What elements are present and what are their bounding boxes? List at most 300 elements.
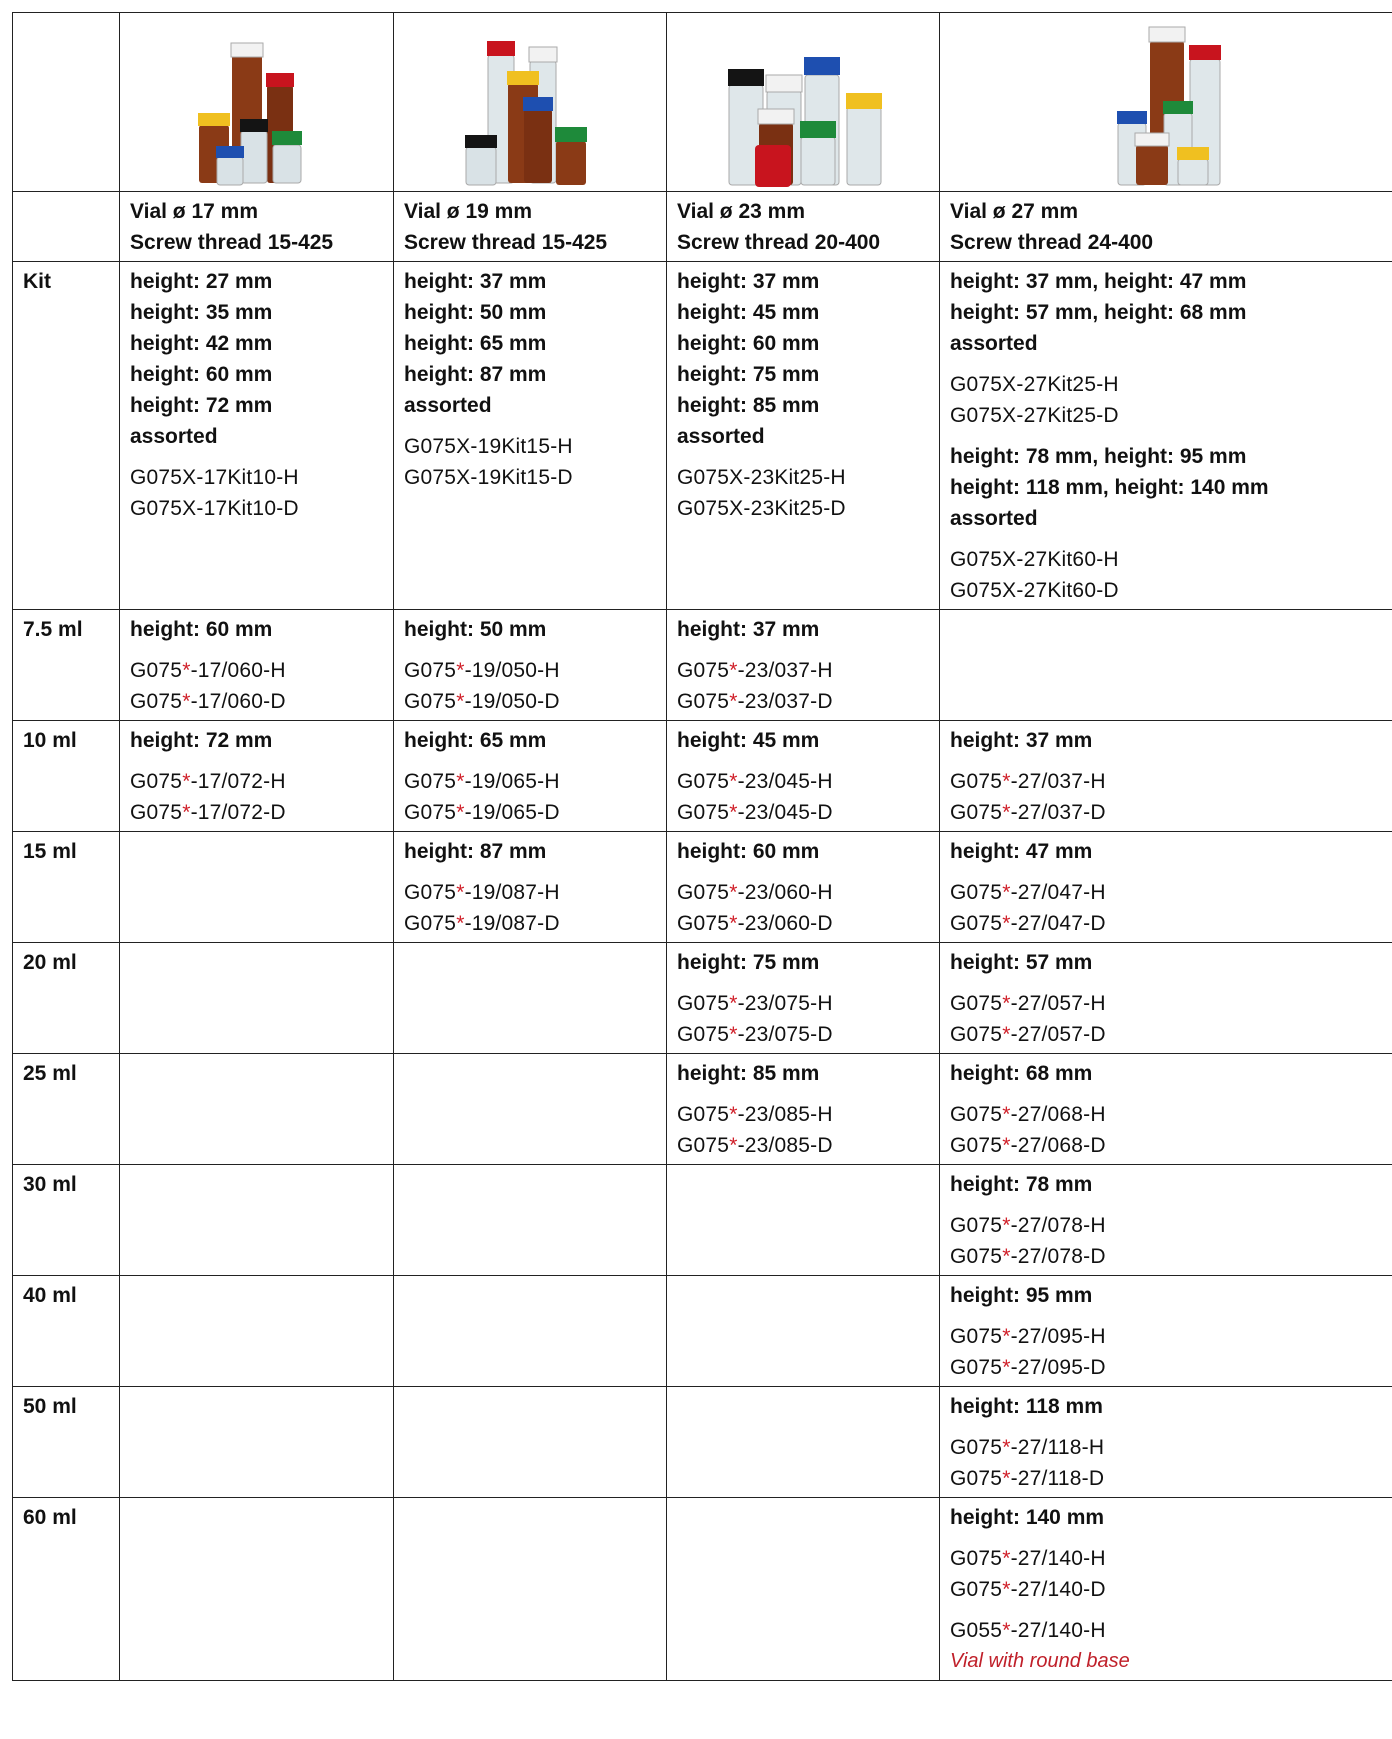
product-cell xyxy=(394,1054,667,1165)
code-prefix: G055 xyxy=(950,1619,1003,1642)
variant-asterisk: * xyxy=(729,1134,738,1157)
height-spec: height: 87 mm xyxy=(404,363,547,386)
spec-header-19mm xyxy=(394,192,667,262)
height-spec: assorted xyxy=(677,425,765,448)
variant-asterisk: * xyxy=(456,912,465,935)
height-spec: height: 75 mm xyxy=(677,363,820,386)
spacer xyxy=(404,645,658,655)
code-prefix: G075X-27Kit25-D xyxy=(950,404,1119,427)
vial-catalog-table xyxy=(12,12,1392,1681)
code-prefix: G075 xyxy=(677,801,730,824)
vials-photo-23mm xyxy=(713,13,893,191)
code-prefix: G075X-23Kit25-H xyxy=(677,466,846,489)
code-prefix: G075 xyxy=(130,690,183,713)
table-row xyxy=(13,1165,1392,1276)
order-code xyxy=(950,766,1384,797)
table-row xyxy=(13,262,1392,610)
vial-diameter: Vial ø 17 mm xyxy=(130,200,259,223)
variant-asterisk: * xyxy=(1002,1134,1011,1157)
code-prefix: G075X-17Kit10-H xyxy=(130,466,299,489)
product-cell xyxy=(394,943,667,1054)
product-cell xyxy=(667,832,940,943)
code-suffix: -27/095-H xyxy=(1010,1325,1106,1348)
code-suffix: -27/118-H xyxy=(1010,1436,1105,1459)
product-cell xyxy=(394,1498,667,1681)
table-row xyxy=(13,943,1392,1054)
table-row xyxy=(13,721,1392,832)
spacer xyxy=(677,756,931,766)
height-spec: height: 35 mm xyxy=(130,301,273,324)
order-code xyxy=(130,655,385,686)
height-spec: height: 95 mm xyxy=(950,1284,1093,1307)
capacity-label: 10 ml xyxy=(13,721,120,832)
code-prefix: G075 xyxy=(677,1023,730,1046)
code-suffix: -19/050-D xyxy=(464,690,560,713)
order-code xyxy=(950,1130,1384,1161)
order-code xyxy=(404,462,658,493)
order-code xyxy=(677,1099,931,1130)
code-suffix: -27/078-H xyxy=(1010,1214,1106,1237)
height-spec: height: 47 mm xyxy=(950,840,1093,863)
order-code xyxy=(950,1241,1384,1272)
code-prefix: G075 xyxy=(950,881,1003,904)
order-code xyxy=(404,908,658,939)
table-row xyxy=(13,610,1392,721)
order-code xyxy=(130,797,385,828)
code-suffix: -27/037-H xyxy=(1010,770,1106,793)
variant-asterisk: * xyxy=(729,881,738,904)
code-suffix: -27/140-H xyxy=(1010,1547,1106,1570)
code-suffix: -23/037-D xyxy=(737,690,833,713)
code-suffix: -23/060-D xyxy=(737,912,833,935)
vials-image-19mm xyxy=(394,13,667,192)
height-spec: height: 37 mm xyxy=(677,270,820,293)
product-cell xyxy=(120,1054,394,1165)
variant-asterisk: * xyxy=(1002,1436,1011,1459)
vial-diameter: Vial ø 27 mm xyxy=(950,200,1079,223)
height-spec: height: 72 mm xyxy=(130,729,273,752)
spacer xyxy=(677,645,931,655)
height-spec: height: 87 mm xyxy=(404,840,547,863)
height-spec: height: 78 mm xyxy=(950,1173,1093,1196)
code-suffix: -17/060-D xyxy=(190,690,286,713)
vials-photo-17mm xyxy=(177,13,337,191)
code-suffix: -27/068-D xyxy=(1010,1134,1106,1157)
height-spec: height: 140 mm xyxy=(950,1506,1105,1529)
height-spec: height: 60 mm xyxy=(130,618,273,641)
code-suffix: -23/037-H xyxy=(737,659,833,682)
code-suffix: -23/045-D xyxy=(737,801,833,824)
product-cell xyxy=(940,262,1392,610)
screw-thread: Screw thread 15-425 xyxy=(404,231,608,254)
height-spec: height: 85 mm xyxy=(677,394,820,417)
product-cell xyxy=(394,721,667,832)
order-code xyxy=(950,1432,1384,1463)
height-spec: height: 37 mm, height: 47 mm xyxy=(950,270,1247,293)
code-suffix: -27/057-D xyxy=(1010,1023,1106,1046)
variant-asterisk: * xyxy=(729,992,738,1015)
code-suffix: -27/140-H xyxy=(1010,1619,1106,1642)
variant-asterisk: * xyxy=(456,659,465,682)
height-spec: height: 42 mm xyxy=(130,332,273,355)
product-cell xyxy=(940,721,1392,832)
product-cell xyxy=(394,1387,667,1498)
capacity-label: 25 ml xyxy=(13,1054,120,1165)
spacer xyxy=(950,1605,1384,1615)
product-cell xyxy=(120,943,394,1054)
order-code xyxy=(677,493,931,524)
product-cell xyxy=(394,610,667,721)
code-prefix: G075 xyxy=(950,1103,1003,1126)
spacer xyxy=(950,867,1384,877)
height-spec: height: 65 mm xyxy=(404,729,547,752)
height-spec: assorted xyxy=(950,332,1038,355)
height-spec: height: 45 mm xyxy=(677,729,820,752)
code-prefix: G075 xyxy=(950,1134,1003,1157)
order-code xyxy=(950,544,1384,575)
order-code xyxy=(404,686,658,717)
order-code xyxy=(404,877,658,908)
product-cell xyxy=(394,262,667,610)
variant-asterisk: * xyxy=(456,690,465,713)
order-code xyxy=(677,1019,931,1050)
variant-asterisk: * xyxy=(1002,1214,1011,1237)
table-row xyxy=(13,1387,1392,1498)
note-text: Vial with round base xyxy=(950,1650,1130,1672)
product-cell xyxy=(667,610,940,721)
order-code xyxy=(950,988,1384,1019)
order-code xyxy=(950,1574,1384,1605)
code-prefix: G075 xyxy=(950,1325,1003,1348)
variant-asterisk: * xyxy=(1002,1356,1011,1379)
screw-thread: Screw thread 20-400 xyxy=(677,231,881,254)
order-code xyxy=(404,766,658,797)
capacity-label: Kit xyxy=(13,262,120,610)
product-cell xyxy=(940,610,1392,721)
order-code xyxy=(130,766,385,797)
order-code xyxy=(950,575,1384,606)
code-prefix: G075 xyxy=(677,1103,730,1126)
variant-asterisk: * xyxy=(729,801,738,824)
product-cell xyxy=(940,943,1392,1054)
code-prefix: G075 xyxy=(950,801,1003,824)
spacer xyxy=(677,867,931,877)
code-suffix: -17/072-H xyxy=(190,770,286,793)
product-cell xyxy=(667,943,940,1054)
code-prefix: G075 xyxy=(950,1245,1003,1268)
product-cell xyxy=(667,721,940,832)
product-cell xyxy=(940,1498,1392,1681)
product-cell xyxy=(394,832,667,943)
code-prefix: G075 xyxy=(404,770,457,793)
code-suffix: -27/047-H xyxy=(1010,881,1106,904)
vials-photo-27mm xyxy=(1066,13,1266,191)
code-prefix: G075 xyxy=(130,801,183,824)
code-suffix: -27/047-D xyxy=(1010,912,1106,935)
code-suffix: -19/087-D xyxy=(464,912,560,935)
spacer xyxy=(950,1089,1384,1099)
spacer xyxy=(950,1311,1384,1321)
code-suffix: -19/050-H xyxy=(464,659,560,682)
code-prefix: G075X-27Kit60-D xyxy=(950,579,1119,602)
screw-thread: Screw thread 24-400 xyxy=(950,231,1154,254)
product-cell xyxy=(394,1165,667,1276)
product-cell xyxy=(667,1165,940,1276)
code-suffix: -23/045-H xyxy=(737,770,833,793)
code-suffix: -19/087-H xyxy=(464,881,560,904)
vials-image-17mm xyxy=(120,13,394,192)
code-suffix: -27/140-D xyxy=(1010,1578,1106,1601)
height-spec: assorted xyxy=(130,425,218,448)
product-cell xyxy=(120,1498,394,1681)
height-spec: height: 50 mm xyxy=(404,301,547,324)
code-prefix: G075 xyxy=(950,1467,1003,1490)
code-suffix: -19/065-D xyxy=(464,801,560,824)
code-prefix: G075 xyxy=(404,912,457,935)
order-code xyxy=(950,908,1384,939)
height-spec: height: 60 mm xyxy=(677,840,820,863)
code-prefix: G075 xyxy=(950,1214,1003,1237)
table-row xyxy=(13,832,1392,943)
height-spec: height: 75 mm xyxy=(677,951,820,974)
product-cell xyxy=(667,1054,940,1165)
height-spec: height: 118 mm xyxy=(950,1395,1103,1418)
variant-asterisk: * xyxy=(729,659,738,682)
order-code xyxy=(404,797,658,828)
table-row xyxy=(13,1054,1392,1165)
capacity-label: 40 ml xyxy=(13,1276,120,1387)
order-code xyxy=(950,1463,1384,1494)
variant-asterisk: * xyxy=(456,770,465,793)
code-prefix: G075 xyxy=(677,912,730,935)
code-prefix: G075 xyxy=(404,659,457,682)
code-prefix: G075 xyxy=(404,690,457,713)
variant-asterisk: * xyxy=(1002,1023,1011,1046)
order-code xyxy=(404,431,658,462)
variant-asterisk: * xyxy=(182,770,191,793)
height-spec: height: 68 mm xyxy=(950,1062,1093,1085)
order-code xyxy=(677,766,931,797)
product-cell xyxy=(120,262,394,610)
order-code xyxy=(950,877,1384,908)
code-prefix: G075 xyxy=(677,881,730,904)
height-spec: height: 57 mm xyxy=(950,951,1093,974)
product-cell xyxy=(940,1276,1392,1387)
variant-asterisk: * xyxy=(1002,1547,1011,1570)
table-row xyxy=(13,1498,1392,1681)
variant-asterisk: * xyxy=(729,912,738,935)
spec-header-row xyxy=(13,192,1392,262)
spacer xyxy=(130,756,385,766)
code-prefix: G075 xyxy=(950,1023,1003,1046)
vials-image-23mm xyxy=(667,13,940,192)
height-spec: assorted xyxy=(950,507,1038,530)
height-spec: height: 85 mm xyxy=(677,1062,820,1085)
order-code xyxy=(677,877,931,908)
spacer xyxy=(950,534,1384,544)
variant-asterisk: * xyxy=(456,801,465,824)
product-cell xyxy=(120,832,394,943)
variant-asterisk: * xyxy=(1002,1578,1011,1601)
code-prefix: G075 xyxy=(950,1356,1003,1379)
vial-diameter: Vial ø 19 mm xyxy=(404,200,533,223)
height-spec: height: 37 mm xyxy=(404,270,547,293)
code-prefix: G075 xyxy=(404,801,457,824)
product-cell xyxy=(394,1276,667,1387)
order-code xyxy=(677,1130,931,1161)
spacer xyxy=(404,867,658,877)
code-prefix: G075 xyxy=(950,992,1003,1015)
spec-header-23mm xyxy=(667,192,940,262)
order-code xyxy=(677,988,931,1019)
code-prefix: G075 xyxy=(677,992,730,1015)
vials-image-27mm xyxy=(940,13,1392,192)
spacer xyxy=(950,756,1384,766)
vial-diameter: Vial ø 23 mm xyxy=(677,200,806,223)
height-spec: height: 27 mm xyxy=(130,270,273,293)
variant-asterisk: * xyxy=(1002,1325,1011,1348)
order-code xyxy=(677,797,931,828)
spacer xyxy=(130,645,385,655)
code-suffix: -23/075-D xyxy=(737,1023,833,1046)
capacity-label: 30 ml xyxy=(13,1165,120,1276)
code-suffix: -27/068-H xyxy=(1010,1103,1106,1126)
product-cell xyxy=(940,832,1392,943)
height-spec: height: 72 mm xyxy=(130,394,273,417)
height-spec: height: 118 mm, height: 140 mm xyxy=(950,476,1269,499)
product-cell xyxy=(120,721,394,832)
order-code xyxy=(950,1321,1384,1352)
capacity-label: 15 ml xyxy=(13,832,120,943)
code-suffix: -19/065-H xyxy=(464,770,560,793)
code-prefix: G075 xyxy=(950,1436,1003,1459)
spacer xyxy=(677,978,931,988)
code-prefix: G075 xyxy=(677,659,730,682)
variant-asterisk: * xyxy=(456,881,465,904)
spacer xyxy=(950,359,1384,369)
spacer xyxy=(677,1089,931,1099)
table-row xyxy=(13,1276,1392,1387)
product-cell xyxy=(940,1054,1392,1165)
spacer xyxy=(950,431,1384,441)
capacity-label: 20 ml xyxy=(13,943,120,1054)
code-prefix: G075 xyxy=(950,770,1003,793)
order-code xyxy=(950,1543,1384,1574)
product-cell xyxy=(667,262,940,610)
code-prefix: G075 xyxy=(950,1547,1003,1570)
code-suffix: -27/095-D xyxy=(1010,1356,1106,1379)
order-code xyxy=(130,493,385,524)
product-cell xyxy=(940,1165,1392,1276)
order-code xyxy=(950,1019,1384,1050)
product-cell xyxy=(120,1165,394,1276)
spacer xyxy=(950,1200,1384,1210)
code-prefix: G075X-23Kit25-D xyxy=(677,497,846,520)
height-spec: height: 65 mm xyxy=(404,332,547,355)
order-code xyxy=(950,1352,1384,1383)
capacity-label: 7.5 ml xyxy=(13,610,120,721)
variant-asterisk: * xyxy=(182,690,191,713)
variant-asterisk: * xyxy=(182,659,191,682)
code-suffix: -27/057-H xyxy=(1010,992,1106,1015)
code-suffix: -27/037-D xyxy=(1010,801,1106,824)
variant-asterisk: * xyxy=(1002,801,1011,824)
code-prefix: G075 xyxy=(130,770,183,793)
height-spec: height: 78 mm, height: 95 mm xyxy=(950,445,1247,468)
order-code xyxy=(677,908,931,939)
variant-asterisk: * xyxy=(729,690,738,713)
order-code xyxy=(950,1210,1384,1241)
order-code xyxy=(677,686,931,717)
height-spec: height: 45 mm xyxy=(677,301,820,324)
order-code xyxy=(130,686,385,717)
height-spec: height: 50 mm xyxy=(404,618,547,641)
spec-header-17mm xyxy=(120,192,394,262)
image-row xyxy=(13,13,1392,192)
spacer xyxy=(677,452,931,462)
order-code xyxy=(950,797,1384,828)
variant-asterisk: * xyxy=(1002,881,1011,904)
height-spec: height: 57 mm, height: 68 mm xyxy=(950,301,1247,324)
code-prefix: G075 xyxy=(130,659,183,682)
code-prefix: G075 xyxy=(404,881,457,904)
corner-cell xyxy=(13,192,120,262)
variant-asterisk: * xyxy=(1002,992,1011,1015)
code-prefix: G075 xyxy=(950,912,1003,935)
variant-asterisk: * xyxy=(1002,1103,1011,1126)
variant-asterisk: * xyxy=(729,1023,738,1046)
spacer xyxy=(404,421,658,431)
code-prefix: G075X-27Kit60-H xyxy=(950,548,1119,571)
height-spec: height: 37 mm xyxy=(677,618,820,641)
code-prefix: G075X-19Kit15-D xyxy=(404,466,573,489)
order-code xyxy=(950,400,1384,431)
spacer xyxy=(404,756,658,766)
code-prefix: G075X-19Kit15-H xyxy=(404,435,573,458)
code-prefix: G075 xyxy=(677,770,730,793)
order-code xyxy=(950,369,1384,400)
code-suffix: -23/075-H xyxy=(737,992,833,1015)
order-code xyxy=(677,655,931,686)
corner-cell xyxy=(13,13,120,192)
order-code xyxy=(677,462,931,493)
capacity-label: 50 ml xyxy=(13,1387,120,1498)
product-cell xyxy=(667,1276,940,1387)
height-spec: height: 60 mm xyxy=(677,332,820,355)
height-spec: assorted xyxy=(404,394,492,417)
order-code xyxy=(404,655,658,686)
height-spec: height: 37 mm xyxy=(950,729,1093,752)
code-suffix: -23/085-D xyxy=(737,1134,833,1157)
code-suffix: -23/060-H xyxy=(737,881,833,904)
code-prefix: G075X-27Kit25-H xyxy=(950,373,1119,396)
spacer xyxy=(950,978,1384,988)
code-prefix: G075 xyxy=(677,1134,730,1157)
spacer xyxy=(130,452,385,462)
product-cell xyxy=(120,610,394,721)
code-suffix: -23/085-H xyxy=(737,1103,833,1126)
order-code xyxy=(950,1099,1384,1130)
variant-asterisk: * xyxy=(729,1103,738,1126)
variant-asterisk: * xyxy=(729,770,738,793)
code-prefix: G075 xyxy=(677,690,730,713)
order-code xyxy=(130,462,385,493)
code-suffix: -17/072-D xyxy=(190,801,286,824)
height-spec: height: 60 mm xyxy=(130,363,273,386)
code-suffix: -17/060-H xyxy=(190,659,286,682)
code-suffix: -27/078-D xyxy=(1010,1245,1106,1268)
variant-asterisk: * xyxy=(182,801,191,824)
